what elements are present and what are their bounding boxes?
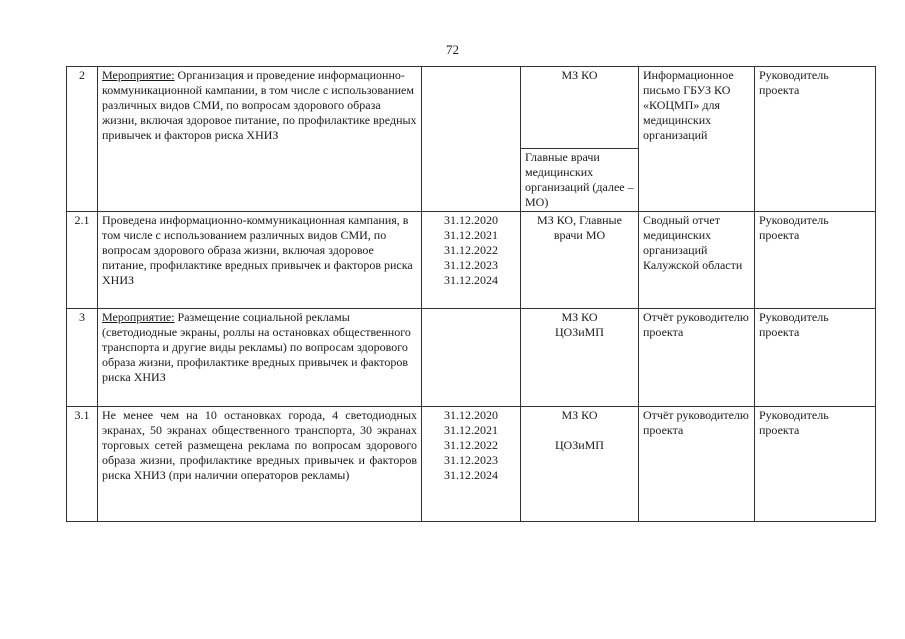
responsible-line: МЗ КО [561, 408, 598, 422]
table-row [67, 67, 876, 149]
owner-cell: Руководитель проекта [755, 212, 876, 309]
responsible-line: ЦОЗиМП [555, 438, 604, 452]
result-cell: Отчёт руководителю проекта [639, 309, 755, 407]
date-item: 31.12.2022 [444, 243, 498, 257]
event-description [98, 67, 422, 212]
responsible-cell [521, 309, 639, 407]
date-item: 31.12.2022 [444, 438, 498, 452]
dates-cell [422, 407, 521, 522]
date-item: 31.12.2021 [444, 228, 498, 242]
line-gap [525, 423, 634, 438]
date-item: 31.12.2020 [444, 213, 498, 227]
row-number: 2 [67, 67, 98, 212]
dates-cell [422, 309, 521, 407]
owner-cell: Руководитель проекта [755, 407, 876, 522]
table-row [67, 407, 876, 522]
date-item: 31.12.2024 [444, 468, 498, 482]
row-number: 3.1 [67, 407, 98, 522]
result-cell: Отчёт руководителю проекта [639, 407, 755, 522]
page-number: 72 [446, 42, 459, 57]
event-description [98, 309, 422, 407]
dates-cell [422, 212, 521, 309]
event-prefix: Мероприятие: [102, 68, 175, 82]
row-number: 2.1 [67, 212, 98, 309]
responsible-cell: МЗ КО, Главные врачи МО [521, 212, 639, 309]
owner-cell: Руководитель проекта [755, 309, 876, 407]
responsible-sub: Главные врачи медицинских организаций (далее – МО) [521, 149, 639, 212]
date-item: 31.12.2020 [444, 408, 498, 422]
event-prefix: Мероприятие: [102, 310, 175, 324]
table-row [67, 309, 876, 407]
responsible-main: МЗ КО [521, 67, 639, 149]
event-text: Организация и проведение информационно-коммуникационной кампании, в том числе с использованием различных видов СМИ, по вопросам здорового образа жизни, включая здоровое питание, по профилактике вредных привычек и факторов риска ХНИЗ [102, 68, 417, 142]
result-description: Проведена информационно-коммуникационная кампания, в том числе с использованием различных видов СМИ, по вопросам здорового образа жизни, включая здоровое питание, профилактике вредных привычек и факторов риска ХНИЗ [98, 212, 422, 309]
date-item: 31.12.2024 [444, 273, 498, 287]
table-row [67, 212, 876, 309]
date-item: 31.12.2023 [444, 258, 498, 272]
project-plan-table [66, 66, 876, 522]
dates-cell [422, 67, 521, 212]
result-description: Не менее чем на 10 остановках города, 4 светодиодных экранах, 50 экранах общественного транспорта, 30 экранах торговых сетей размещена реклама по вопросам здорового образа жизни, профилактике вредных привычек и факторов риска ХНИЗ (при наличии операторов рекламы) [98, 407, 422, 522]
row-number: 3 [67, 309, 98, 407]
responsible-line: МЗ КО [561, 310, 598, 324]
date-item: 31.12.2021 [444, 423, 498, 437]
owner-cell: Руководитель проекта [755, 67, 876, 212]
date-item: 31.12.2023 [444, 453, 498, 467]
result-cell: Сводный отчет медицинских организаций Калужской области [639, 212, 755, 309]
event-text: Размещение социальной рекламы (светодиодные экраны, роллы на остановках общественного транспорта и другие виды рекламы) по вопросам здорового образа жизни, профилактике вредных привычек и факторов риска ХНИЗ [102, 310, 411, 384]
responsible-line: ЦОЗиМП [555, 325, 604, 339]
responsible-cell [521, 407, 639, 522]
result-cell: Информационное письмо ГБУЗ КО «КОЦМП» для медицинских организаций [639, 67, 755, 212]
